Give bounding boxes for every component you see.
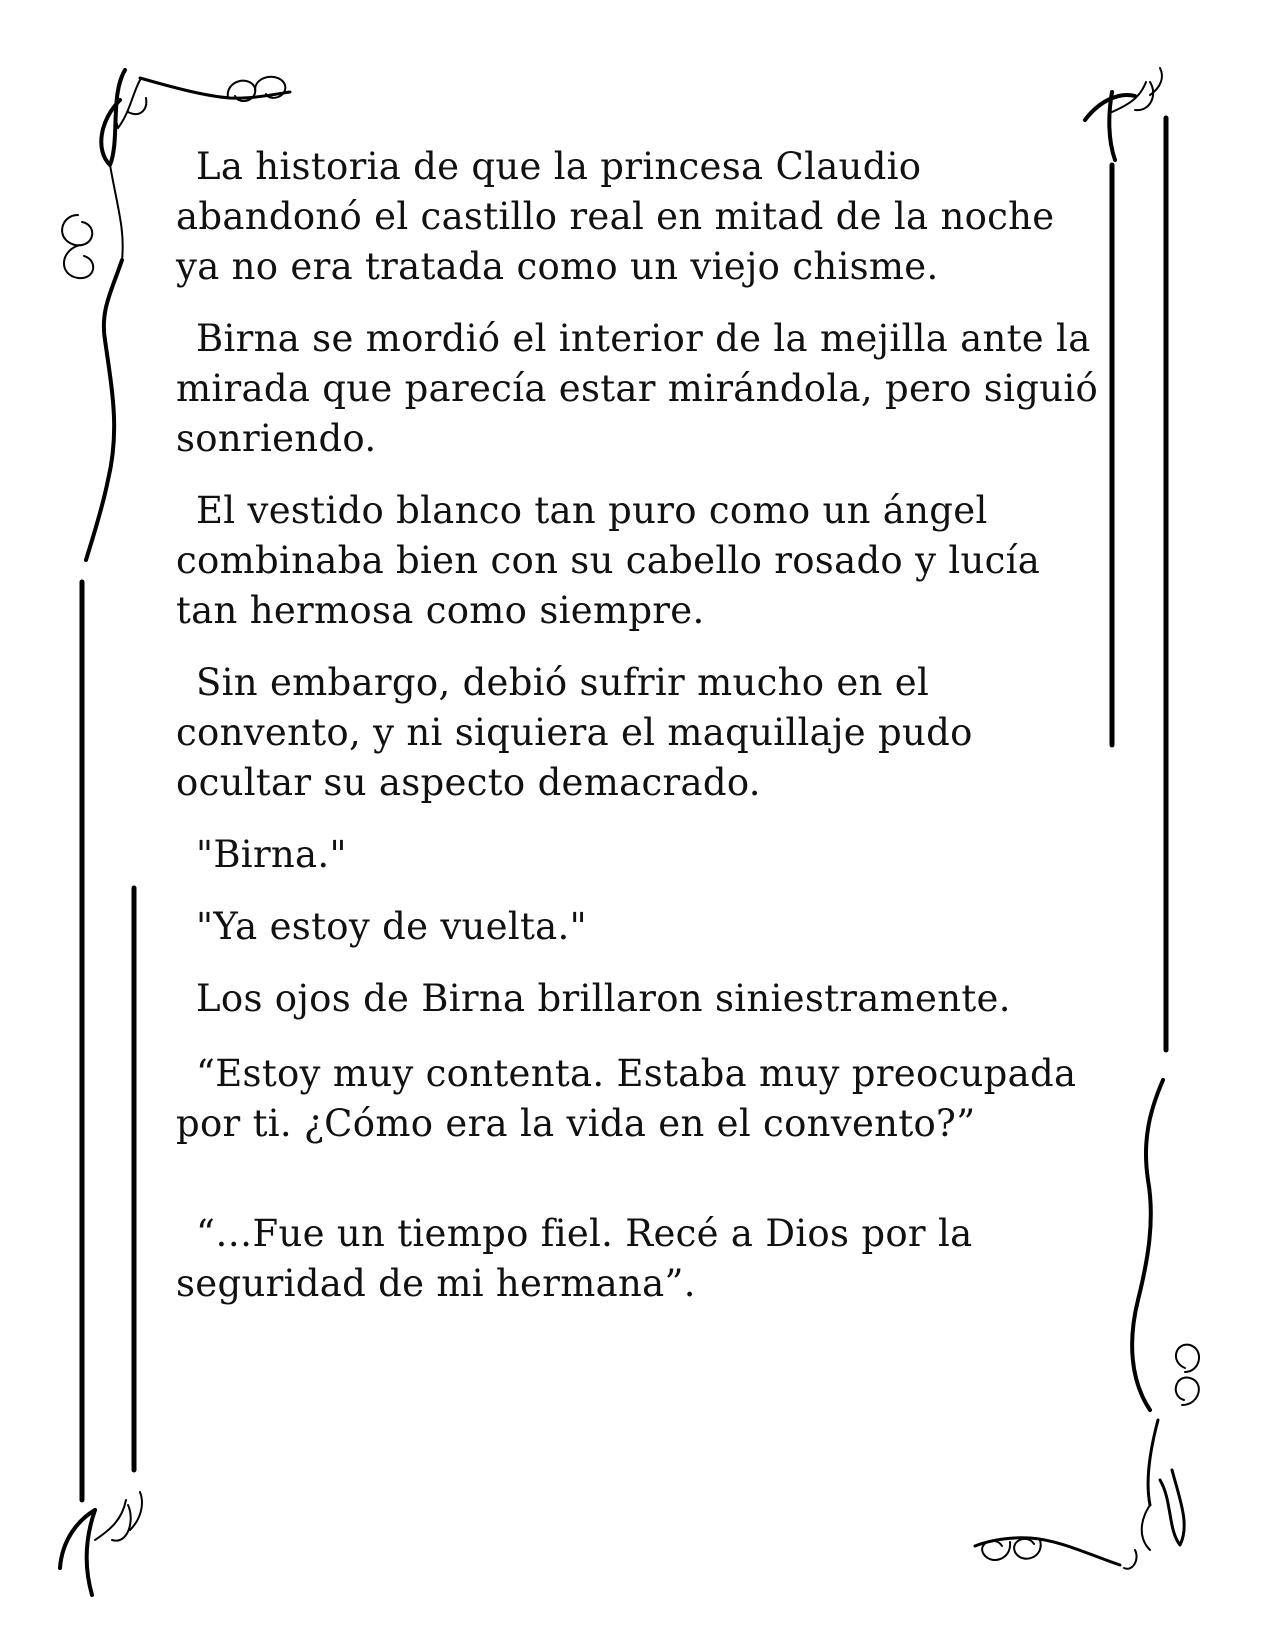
paragraph-1: La historia de que la princesa Claudio abandonó el castillo real en mitad de la noche ya no era tratada como un viejo chisme. bbox=[176, 145, 1055, 288]
paragraph-8: “Estoy muy contenta. Estaba muy preocupada por ti. ¿Cómo era la vida en el convento?” bbox=[176, 1052, 1077, 1145]
paragraph-5: "Birna." bbox=[196, 833, 347, 876]
document-body bbox=[176, 142, 1106, 1309]
paragraph-2: Birna se mordió el interior de la mejilla ante la mirada que parecía estar mirándola, pero siguió sonriendo. bbox=[176, 317, 1099, 460]
paragraph-4: Sin embargo, debió sufrir mucho en el convento, y ni siquiera el maquillaje pudo ocultar su aspecto demacrado. bbox=[176, 661, 973, 804]
paragraph-3: El vestido blanco tan puro como un ángel combinaba bien con su cabello rosado y lucía tan hermosa como siempre. bbox=[176, 489, 1041, 632]
flourish-bottom-left bbox=[60, 1492, 142, 1595]
paragraph-6: "Ya estoy de vuelta." bbox=[196, 905, 587, 948]
paragraph-7: Los ojos de Birna brillaron siniestramente. bbox=[196, 977, 1011, 1020]
paragraph-9: “…Fue un tiempo fiel. Recé a Dios por la seguridad de mi hermana”. bbox=[176, 1212, 973, 1305]
